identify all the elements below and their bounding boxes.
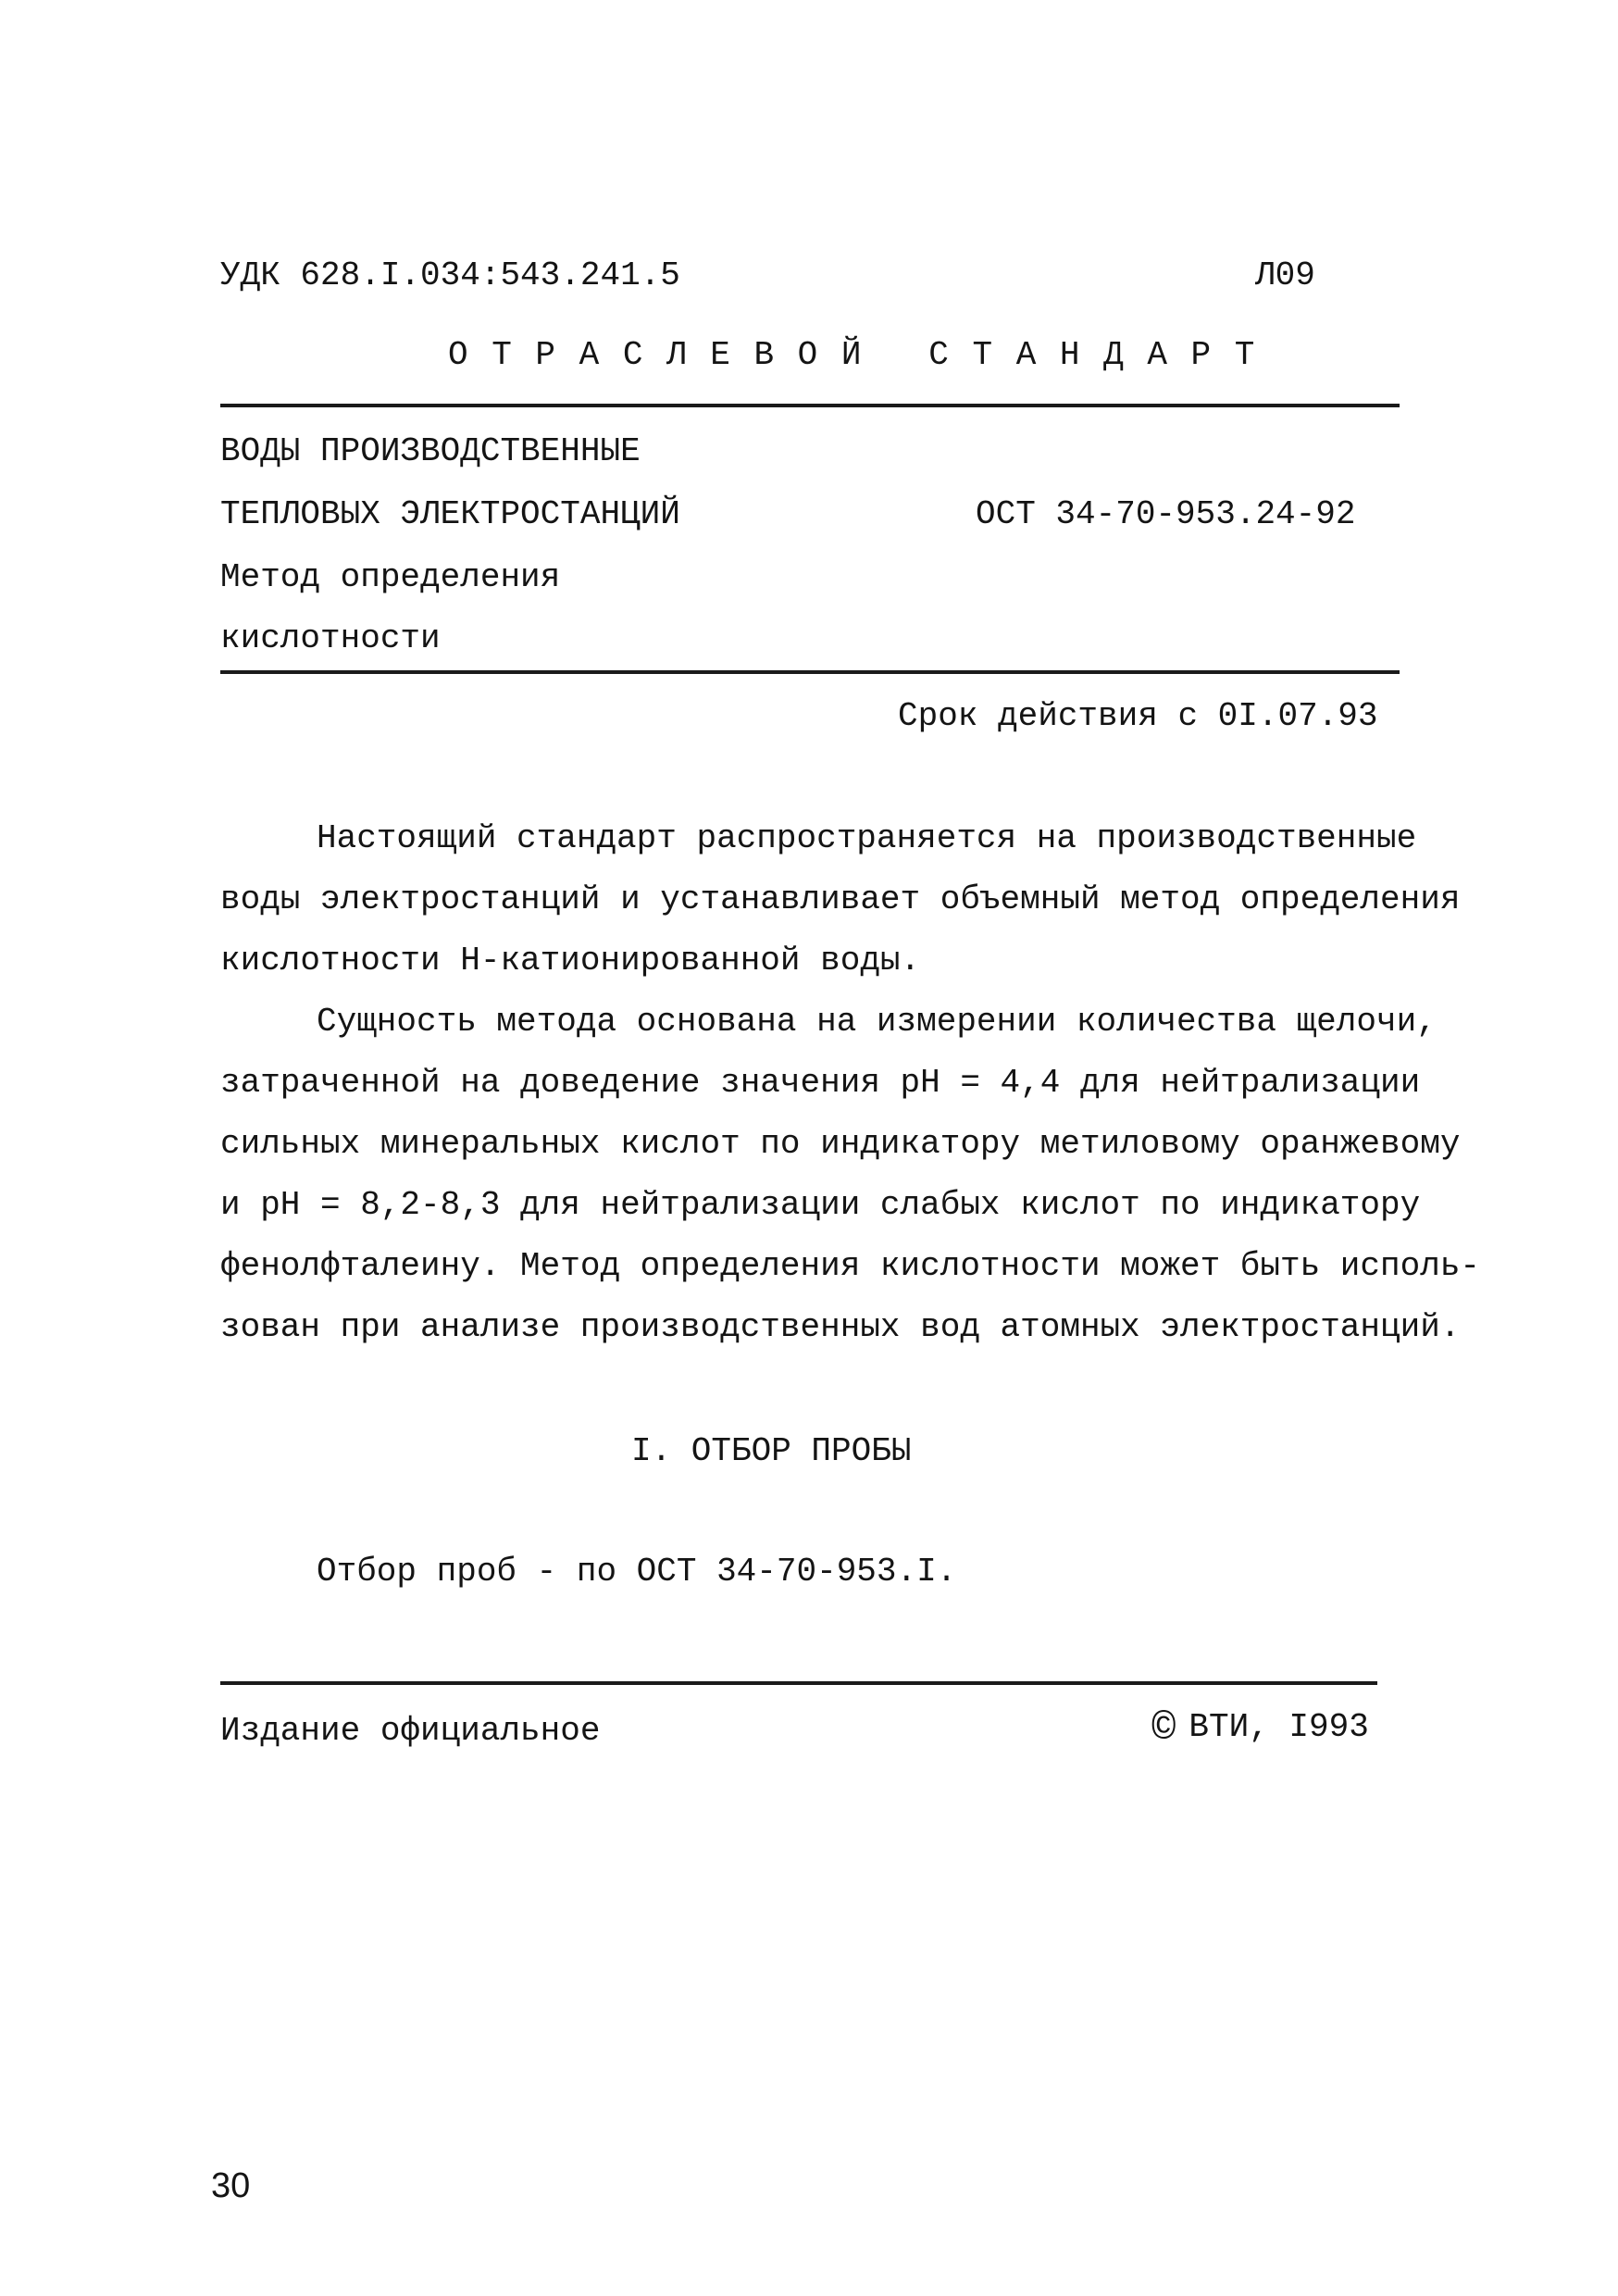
standard-designation: ОСТ 34-70-953.24-92 <box>976 495 1356 533</box>
copyright-holder: ВТИ, I993 <box>1189 1708 1369 1746</box>
intro-p2-line-2: затраченной на доведение значения pH = 4,4 для нейтрализации <box>220 1064 1421 1102</box>
standard-type-heading: О Т Р А С Л Е В О Й С Т А Н Д А Р Т <box>448 336 1257 374</box>
title-line-1: ВОДЫ ПРОИЗВОДСТВЕННЫЕ <box>220 432 641 470</box>
intro-p2-line-1: Сущность метода основана на измерении количества щелочи, <box>317 1003 1437 1041</box>
intro-p1-line-2: воды электростанций и устанавливает объемный метод определения <box>220 880 1461 918</box>
intro-p2-line-6: зован при анализе производственных вод атомных электростанций. <box>220 1308 1461 1346</box>
intro-p2-line-5: фенолфталеину. Метод определения кислотности может быть исполь- <box>220 1247 1481 1285</box>
title-block-bottom-rule <box>220 670 1400 674</box>
intro-p1-line-1: Настоящий стандарт распространяется на производственные <box>317 819 1417 857</box>
section-1-heading: I. ОТБОР ПРОБЫ <box>631 1432 912 1470</box>
copyright-sign: © <box>1151 1706 1176 1753</box>
section-1-text: Отбор проб - по ОСТ 34-70-953.I. <box>317 1553 957 1591</box>
page-number: 30 <box>211 2166 251 2205</box>
udk-code: УДК 628.I.034:543.241.5 <box>220 256 680 294</box>
title-line-3: Метод определения <box>220 558 561 596</box>
intro-p1-line-3: кислотности Н-катионированной воды. <box>220 942 921 980</box>
title-block-top-rule <box>220 404 1400 407</box>
document-code: Л09 <box>1255 256 1315 294</box>
footer-rule <box>220 1681 1377 1685</box>
intro-p2-line-3: сильных минеральных кислот по индикатору метиловому оранжевому <box>220 1125 1461 1163</box>
validity-date: Срок действия с 0I.07.93 <box>898 697 1378 735</box>
title-line-4: кислотности <box>220 619 441 657</box>
intro-p2-line-4: и pH = 8,2-8,3 для нейтрализации слабых кислот по индикатору <box>220 1186 1421 1224</box>
official-edition-label: Издание официальное <box>220 1712 601 1750</box>
title-line-2: ТЕПЛОВЫХ ЭЛЕКТРОСТАНЦИЙ <box>220 495 680 533</box>
copyright-notice <box>1151 1706 1369 1753</box>
